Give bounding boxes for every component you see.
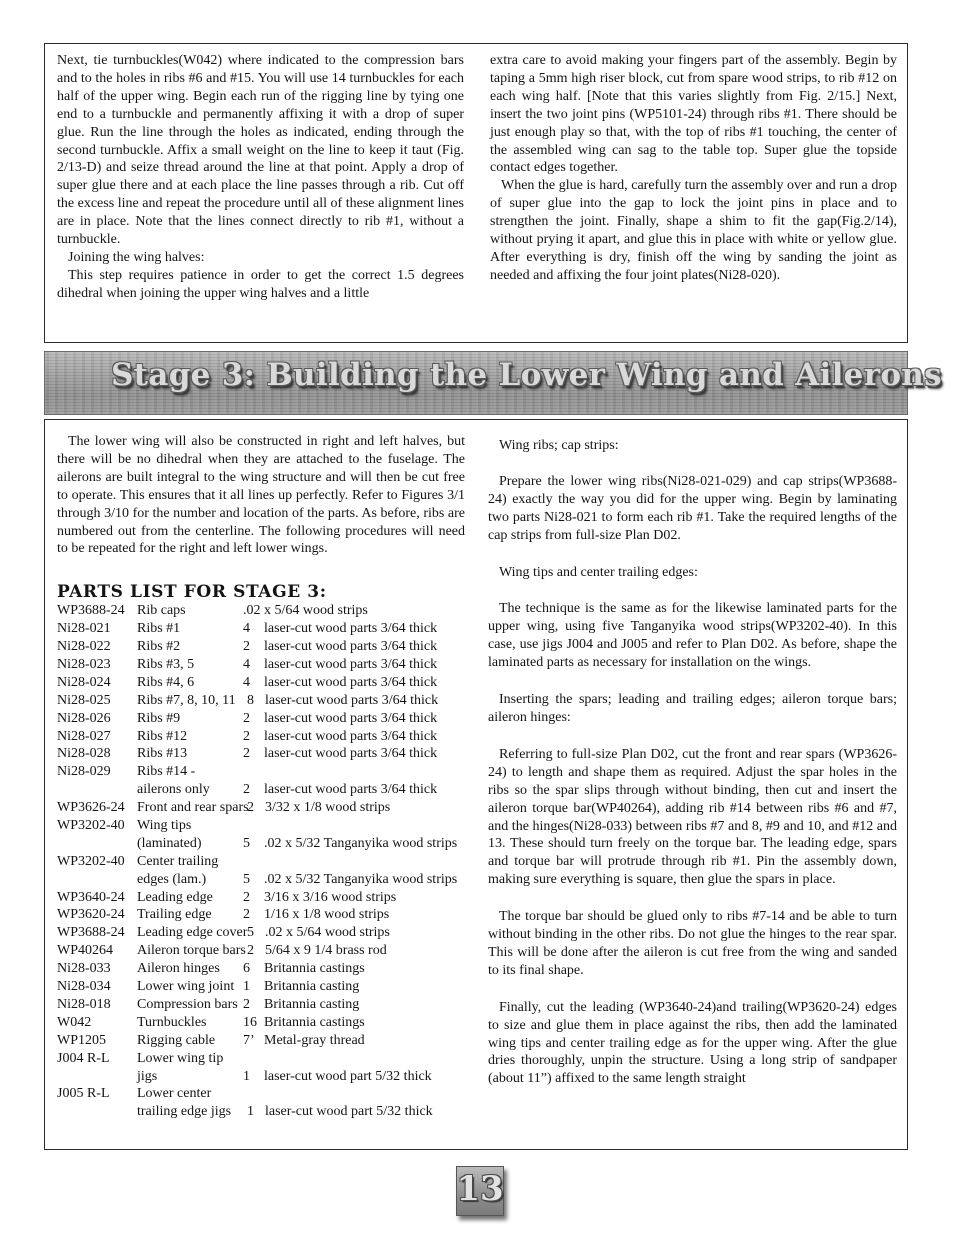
part-code: WP3202-40 [57,818,125,834]
part-name: Ribs #9 [137,710,181,726]
parts-list-row [57,1085,465,1103]
part-code: J004 R-L [57,1050,110,1066]
part-qty: 2 [243,710,250,726]
parts-list-row [57,674,465,692]
part-desc: .02 x 5/64 wood strips [265,925,390,941]
subheading-wing-tips: Wing tips and center trailing edges: [499,564,698,580]
part-name: Ribs #12 [137,728,188,744]
part-desc: laser-cut wood parts 3/64 thick [264,639,438,655]
part-qty: 2 [247,800,254,816]
part-qty: 2 [247,943,254,959]
part-code: WP40264 [57,943,113,959]
part-qty: 2 [243,728,250,744]
parts-list-row [57,745,465,763]
parts-list-row [57,1032,465,1050]
paragraph: extra care to avoid making your fingers part of the assembly. Begin by taping a 5mm high riser block, cut from spare wood strips, to rib #12 on each wing half. [Note that this varies slightly from Fig. 2/15.] Next, insert the two joint pins (WP5101-24) through ribs #1. There should be just enough play so that, with the top of ribs #1 touching, the center of the assembled wing can sag to the table top. Super glue the topside contact edges together. [490,53,897,176]
parts-list-row [57,781,465,799]
part-name: Center trailing [137,853,219,869]
parts-list-row [57,728,465,746]
part-qty: 1 [243,1068,250,1084]
part-name: Leading edge cover [137,925,248,941]
part-name: Ribs #4, 6 [137,674,195,690]
parts-list-row [57,602,465,620]
part-name: trailing edge jigs [137,1104,232,1120]
part-qty: 8 [247,692,254,708]
part-code: Ni28-022 [57,639,111,655]
part-qty: 2 [243,996,250,1012]
parts-list-row [57,1103,465,1121]
part-desc: Metal-gray thread [264,1032,365,1048]
part-desc: laser-cut wood parts 3/64 thick [264,782,438,798]
parts-list-heading: PARTS LIST FOR STAGE 3: [57,582,327,603]
part-qty: 6 [243,961,250,977]
parts-list-row [57,620,465,638]
part-name: Trailing edge [137,907,212,923]
part-name: Aileron torque bars [137,943,246,959]
paragraph: Finally, cut the leading (WP3640-24)and trailing(WP3620-24) edges to size and glue them in place against the ribs, then add the laminated wing tips and center trailing edge as for the upper wing. After the glue dries thoroughly, unpin the structure. Using a long strip of sandpaper (about 11”) affixed to the same length straight [488,999,897,1087]
part-desc: laser-cut wood part 5/32 thick [265,1104,433,1120]
part-name: Ribs #3, 5 [137,657,195,673]
part-desc: laser-cut wood parts 3/64 thick [264,746,438,762]
part-code: Ni28-029 [57,764,111,780]
part-code: Ni28-024 [57,674,111,690]
part-name: Front and rear spars [137,800,249,816]
part-name: Ribs #1 [137,621,181,637]
parts-list-row [57,853,465,871]
part-desc: Britannia castings [264,961,365,977]
part-code: WP3688-24 [57,925,125,941]
part-desc: .02 x 5/32 Tanganyika wood strips [264,835,458,851]
part-code: Ni28-027 [57,728,111,744]
parts-list-row [57,906,465,924]
part-name: Ribs #7, 8, 10, 11 [137,692,236,708]
part-name: Ribs #13 [137,746,188,762]
part-desc: laser-cut wood parts 3/64 thick [264,621,438,637]
part-desc: laser-cut wood parts 3/64 thick [264,710,438,726]
part-code: WP3688-24 [57,603,125,619]
bottom-right-column [488,433,897,1088]
paragraph: The technique is the same as for the likewise laminated parts for the upper wing, using five Tanganyika wood strips(WP3202-40). In this case, use jigs J004 and J005 and refer to Plan D02. As before, shape the laminated parts as necessary for installation on the wings. [488,601,897,671]
part-desc: 3/16 x 3/16 wood strips [264,889,397,905]
part-name: Rigging cable [137,1032,216,1048]
part-name: (laminated) [137,835,202,851]
part-qty: 4 [243,621,250,637]
part-desc: 5/64 x 9 1/4 brass rod [265,943,387,959]
subheading-joining-wing-halves: Joining the wing halves: [68,249,205,265]
part-name: Compression bars [137,996,238,1012]
part-code: Ni28-021 [57,621,111,637]
parts-list-row [57,763,465,781]
part-desc: 1/16 x 1/8 wood strips [264,907,390,923]
parts-list-row [57,799,465,817]
part-qty: 1 [247,1104,254,1120]
parts-list-row [57,1050,465,1068]
part-code: J005 R-L [57,1086,110,1102]
part-qty: 5 [243,835,250,851]
part-desc: laser-cut wood parts 3/64 thick [264,657,438,673]
part-qty: 4 [243,674,250,690]
parts-list-row [57,942,465,960]
part-qty: 7’ [243,1032,255,1048]
parts-list-row [57,1068,465,1086]
parts-list-row [57,1014,465,1032]
parts-list-row [57,924,465,942]
part-name: ailerons only [137,782,210,798]
part-code: Ni28-023 [57,657,111,673]
parts-list-row [57,871,465,889]
part-desc: Britannia casting [264,979,360,995]
part-qty: 2 [243,907,250,923]
part-qty: 16 [243,1014,257,1030]
part-code: Ni28-033 [57,961,111,977]
part-name: Lower wing tip [137,1050,224,1066]
part-code: Ni28-026 [57,710,111,726]
part-code: W042 [57,1014,92,1030]
part-qty: 2 [243,746,250,762]
part-code: WP1205 [57,1032,106,1048]
part-desc: .02 x 5/64 wood strips [243,603,368,619]
part-qty: 5 [243,871,250,887]
part-name: Lower center [137,1086,212,1102]
part-desc: .02 x 5/32 Tanganyika wood strips [264,871,458,887]
part-name: Turnbuckles [137,1014,207,1030]
paragraph: Prepare the lower wing ribs(Ni28-021-029) and cap strips(WP3688-24) exactly the way you did for the upper wing. Begin by laminating two parts Ni28-021 to form each rib #1. Take the required lengths of the cap strips from full-size Plan D02. [488,473,897,543]
part-code: WP3202-40 [57,853,125,869]
paragraph: Referring to full-size Plan D02, cut the front and rear spars (WP3626-24) to length and shape them as required. Adjust the spar holes in the ribs so the spar slips through without binding, then cut and insert the aileron torque bar(WP40264), adding rib #14 between ribs #6 and #7, and the hinges(Ni28-033) between ribs #7 and 8, #9 and 10, and #12 and 13. These should turn freely on the torque bar. The leading edge, spars and torque bar will protrude through rib #1. Pin the assembly down, making sure everything is square, then glue the spars in place. [488,746,897,888]
part-code: Ni28-018 [57,996,111,1012]
subheading-spars: Inserting the spars; leading and trailing edges; aileron torque bars; aileron hinges: [488,692,897,725]
part-name: Lower wing joint [137,979,235,995]
part-name: Wing tips [137,818,192,834]
part-code: Ni28-028 [57,746,111,762]
top-text-box [44,43,908,343]
parts-list-row [57,638,465,656]
parts-list-row [57,656,465,674]
top-right-column [490,52,897,285]
parts-list-row [57,692,465,710]
paragraph: The torque bar should be glued only to ribs #7-14 and be able to turn without binding in the other ribs. Do not glue the hinges to the rear spar. This will be done after the aileron is cut free from the wing and sanded to its final shape. [488,909,897,978]
part-name: Leading edge [137,889,213,905]
subheading-wing-ribs: Wing ribs; cap strips: [499,438,619,453]
parts-list-row [57,996,465,1014]
part-desc: laser-cut wood parts 3/64 thick [264,674,438,690]
part-desc: 3/32 x 1/8 wood strips [265,800,391,816]
part-desc: laser-cut wood part 5/32 thick [264,1068,432,1084]
part-desc: laser-cut wood parts 3/64 thick [264,728,438,744]
part-code: WP3620-24 [57,907,125,923]
part-code: WP3626-24 [57,800,125,816]
part-qty: 5 [247,925,254,941]
part-qty: 2 [243,639,250,655]
stage-banner [44,351,942,415]
part-qty: 2 [243,889,250,905]
parts-list-row [57,978,465,996]
part-qty: 4 [243,657,250,673]
part-name: Rib caps [137,603,186,619]
part-qty: 1 [243,979,250,995]
part-name: edges (lam.) [137,871,207,887]
parts-list-row [57,710,465,728]
part-qty: 2 [243,782,250,798]
bottom-left-column [57,433,465,1121]
parts-list-row [57,889,465,907]
page-number-badge [456,1166,504,1216]
part-desc: Britannia casting [264,996,360,1012]
top-left-column [57,52,464,303]
parts-list-row [57,835,465,853]
part-name: Ribs #14 - [137,764,196,780]
paragraph: Next, tie turnbuckles(W042) where indicated to the compression bars and to the holes in ribs #6 and #15. You will use 14 turnbuckles for each half of the upper wing. Begin each run of the rigging line by tying one end to a turnbuckle and permanently affixing it with a drop of super glue. Run the line through the holes as indicated, ending through the second turnbuckle. Affix a small weight on the line to keep it taut (Fig. 2/13-D) and seize thread around the line at that point. Apply a drop of super glue there and at each place the line passes through a rib. Cut off the excess line and repeat the procedure until all of these alignment lines are in place. Note that the lines connect directly to rib #1, without a turnbuckle. [57,53,464,248]
paragraph: When the glue is hard, carefully turn the assembly over and run a drop of super glue into the gap to lock the joint pins in place and to strengthen the joint. Finally, shape a shim to fit the gap(Fig.2/14), without prying it apart, and glue this in place with white or yellow glue. After everything is dry, finish off the wing by sanding the joint as needed and affixing the four joint plates(Ni28-020). [490,178,897,283]
page-number: 13 [456,1169,504,1209]
bottom-text-box [44,419,908,1150]
part-desc: Britannia castings [264,1014,365,1030]
paragraph: This step requires patience in order to get the correct 1.5 degrees dihedral when joining the upper wing halves and a little [57,267,464,301]
intro-paragraph: The lower wing will also be constructed in right and left halves, but there will be no dihedral when they are attached to the fuselage. The ailerons are built integral to the wing structure and will then be cut free to operate. This ensures that it all lines up perfectly. Refer to Figures 3/1 through 3/10 for the number and location of the parts. As before, ribs are numbered out from the centerline. The following procedures will need to be repeated for the right and left lower wings. [57,434,465,557]
part-name: Aileron hinges [137,961,220,977]
parts-list-row [57,817,465,835]
part-code: Ni28-025 [57,692,111,708]
part-name: Ribs #2 [137,639,181,655]
parts-list-row [57,960,465,978]
part-code: WP3640-24 [57,889,125,905]
part-code: Ni28-034 [57,979,111,995]
part-desc: laser-cut wood parts 3/64 thick [265,692,439,708]
parts-list [57,602,465,1121]
part-name: jigs [137,1068,158,1084]
stage-title: Stage 3: Building the Lower Wing and Ailerons [111,357,942,393]
